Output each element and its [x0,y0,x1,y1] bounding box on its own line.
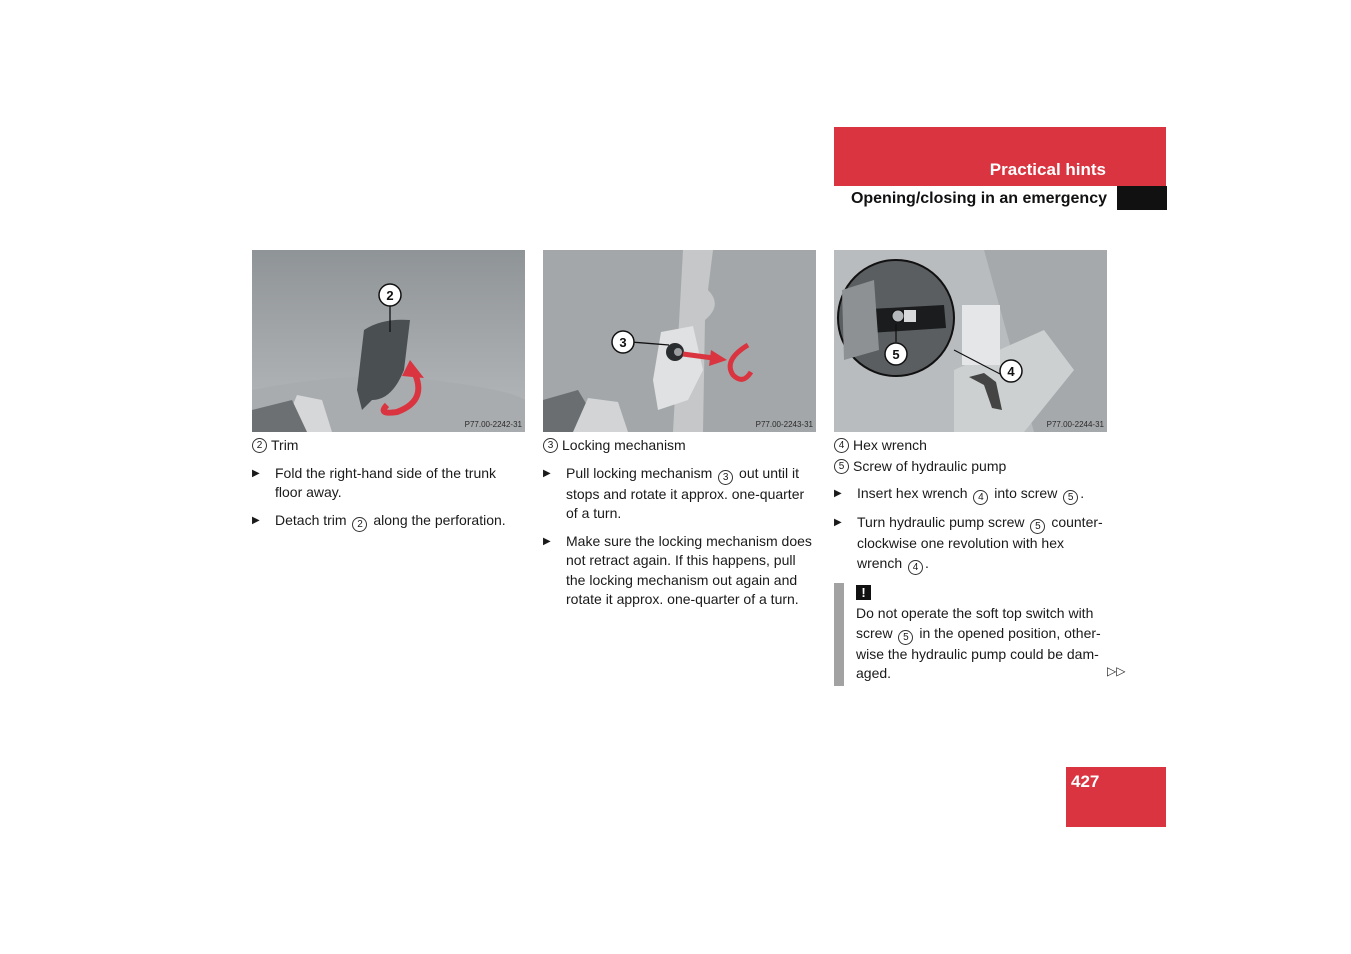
step-text: out until it stops and rotate it approx. one-quarter of a turn. [566,464,805,521]
figure-hex-wrench [834,250,1107,432]
instruction-step [834,484,1109,505]
section-title: Practical hints [989,160,1106,179]
step-text: into screw [990,485,1062,501]
bullet-triangle-icon: ▶ [834,517,842,528]
instruction-step [543,532,818,610]
page-number-box [1066,767,1166,827]
figure-code: P77.00-2242-31 [464,420,522,429]
column-trim [252,436,527,532]
callout-4-label: 4 [1007,364,1015,379]
bullet-triangle-icon: ▶ [834,488,842,499]
ref-number: 2 [352,517,367,532]
callout-3-label: 3 [619,335,627,350]
ref-number: 5 [898,630,913,645]
warning-text-part: Do not operate the soft top switch with screw [856,605,1094,641]
callout-2-icon [377,282,403,308]
column-locking-mechanism [543,436,818,610]
page-number: 427 [1071,772,1100,791]
figure-locking-mechanism [543,250,816,432]
caption-text: Trim [271,437,299,453]
column-hex-wrench [834,436,1109,575]
callout-4-icon [998,358,1024,384]
figure-code: P77.00-2244-31 [1046,420,1104,429]
warning-text [856,604,1110,684]
callout-5-icon [883,341,909,367]
ref-number: 4 [908,560,923,575]
caption-text: Hex wrench [853,437,927,453]
step-text: . [925,554,929,571]
step-text: Make sure the locking mechanism does not retract again. If this happens, pull the locking mechanism out again and rotate it approx. one-quarter of a turn. [566,532,812,607]
figure-code: P77.00-2243-31 [755,420,813,429]
figure-trim [252,250,525,432]
warning-text-part: in the opened position, other-wise the hydraulic pump could be dam-aged. [856,624,1101,681]
caption-number: 5 [834,459,849,474]
bullet-triangle-icon: ▶ [252,467,260,479]
step-text: Pull locking mechanism [566,464,717,481]
ref-number: 4 [973,490,988,505]
warning-icon: ! [856,585,871,600]
step-text: counter-clockwise one revolution with hex wrench [857,514,1103,571]
caption-text: Locking mechanism [562,437,686,453]
instruction-step [834,513,1109,575]
ref-number: 5 [1063,490,1078,505]
section-header-box [834,127,1166,186]
warning-note [834,583,1110,686]
instruction-step [252,464,527,503]
caption [252,436,527,456]
step-text: Fold the right-hand side of the trunk floor away. [275,464,497,500]
caption [834,457,1109,477]
bullet-triangle-icon: ▶ [252,514,260,526]
callout-5-label: 5 [892,347,900,362]
bullet-triangle-icon: ▶ [543,535,551,547]
caption-number: 3 [543,438,558,453]
instruction-step [543,464,818,524]
step-text: along the perforation. [369,511,506,528]
caption [834,436,1109,456]
step-text: Insert hex wrench [857,485,972,501]
caption [543,436,818,456]
subsection-title: Opening/closing in an emergency [850,190,1107,207]
caption-text: Screw of hydraulic pump [853,457,1007,474]
ref-number: 3 [718,470,733,485]
header-marker-block [1117,186,1167,210]
step-text: . [1080,485,1085,501]
instruction-step [252,511,527,532]
caption-number: 2 [252,438,267,453]
caption-number: 4 [834,438,849,453]
callout-2-label: 2 [386,288,394,303]
continued-marker-icon: ▷▷ [1107,664,1126,678]
step-text: Turn hydraulic pump screw [857,514,1029,530]
bullet-triangle-icon: ▶ [543,467,551,479]
step-text: Detach trim [275,511,351,528]
ref-number: 5 [1030,519,1045,534]
callout-3-icon [610,329,636,355]
